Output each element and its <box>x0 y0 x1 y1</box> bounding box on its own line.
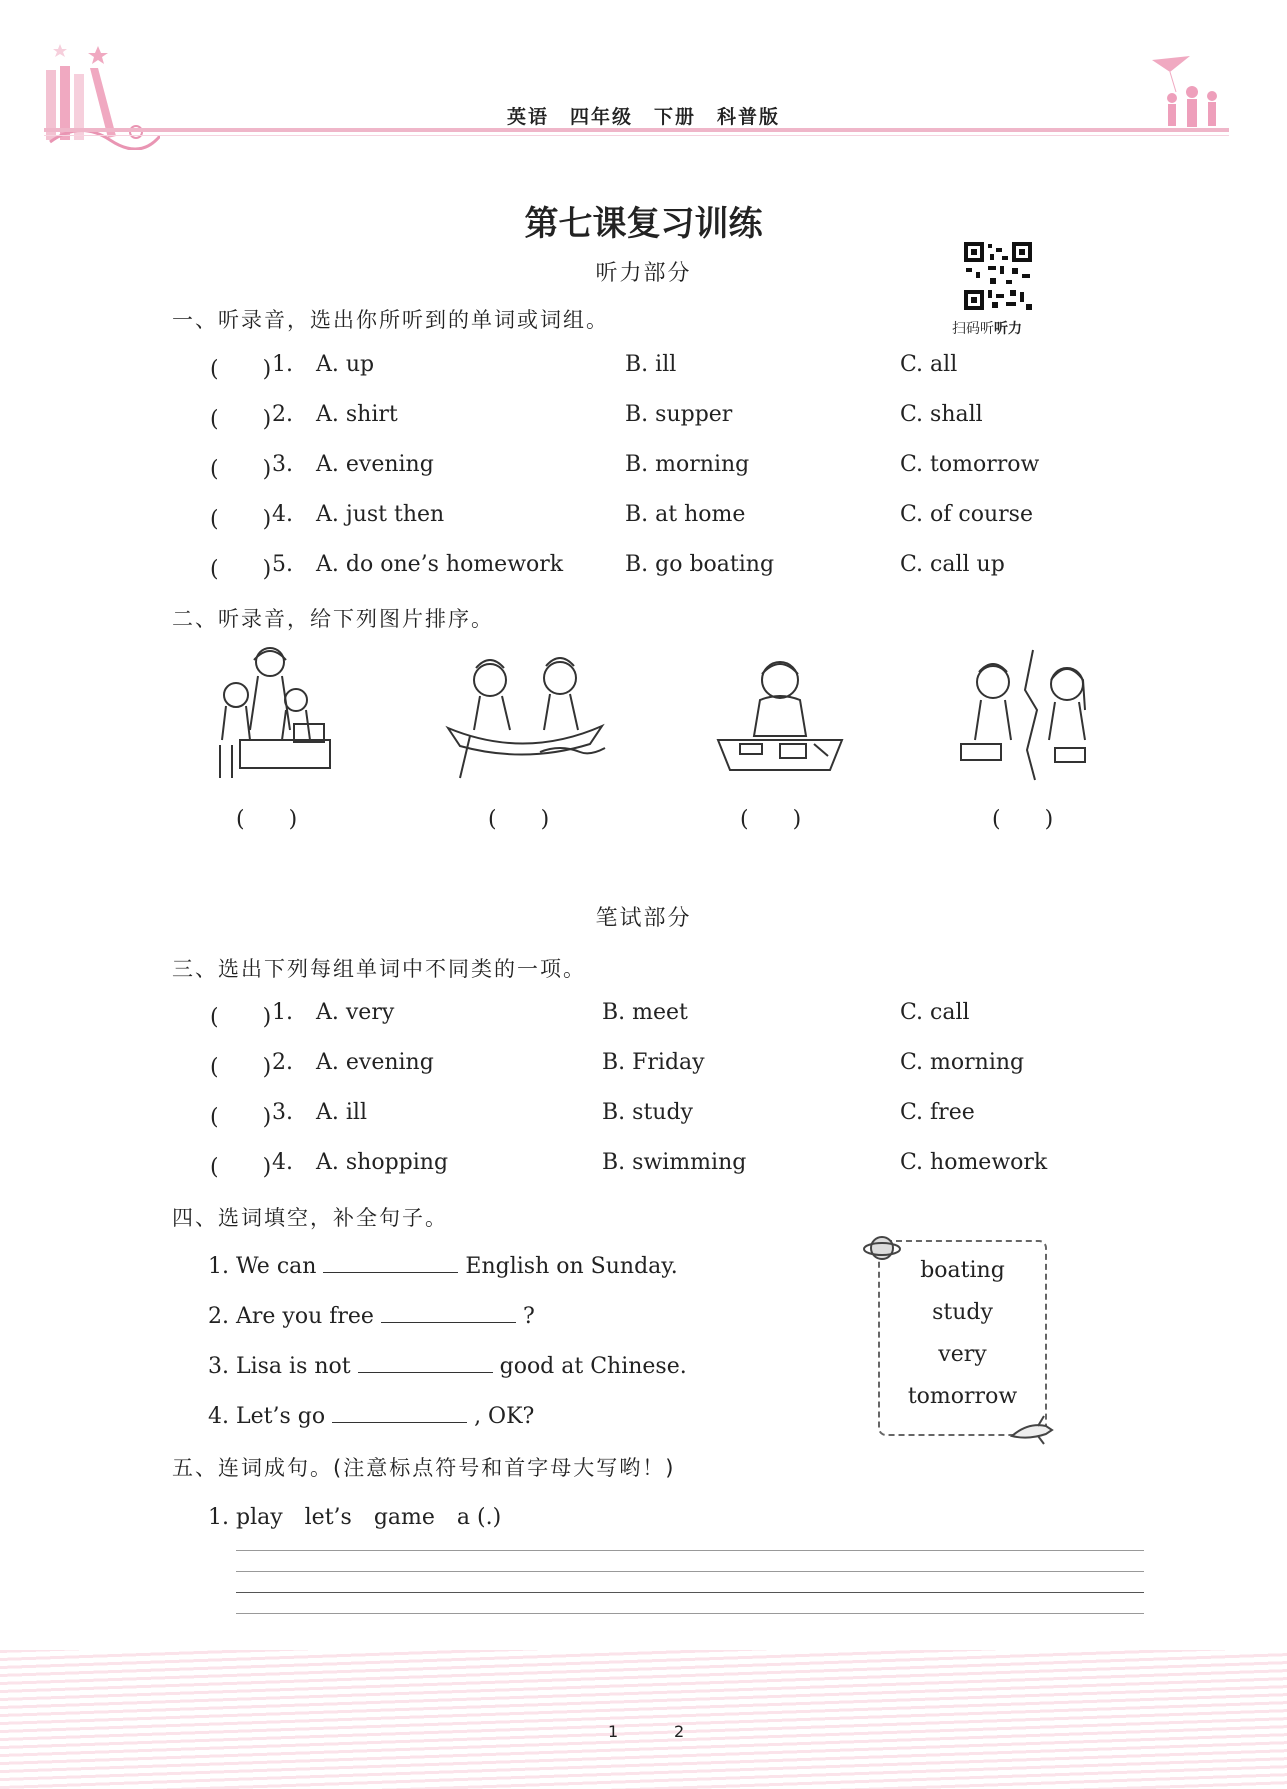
q4-title: 四、选词填空，补全句子。 <box>172 1206 448 1230</box>
sentence-after: good at Chinese. <box>499 1354 687 1379</box>
answer-paren[interactable]: ( ) <box>210 1155 272 1180</box>
word-bank-item: very <box>938 1342 987 1367</box>
header-divider <box>44 128 1229 132</box>
option-c: C. homework <box>900 1150 1048 1175</box>
answer-paren[interactable]: ( ) <box>210 507 272 532</box>
writing-line[interactable] <box>236 1550 1144 1551</box>
fill-blank[interactable] <box>332 1400 467 1423</box>
qr-code-icon[interactable] <box>962 240 1034 312</box>
option-b: B. meet <box>602 1000 688 1025</box>
writing-line[interactable] <box>236 1613 1144 1614</box>
sentence-before: 4. Let’s go <box>208 1404 326 1429</box>
q3-title: 三、选出下列每组单词中不同类的一项。 <box>172 957 586 981</box>
word-bank-item: study <box>932 1300 993 1325</box>
page-number-left: 1 <box>608 1722 619 1741</box>
page-title: 第七课复习训练 <box>524 204 763 244</box>
picture-answer-paren[interactable]: ( ) <box>992 807 1054 832</box>
picture-boating <box>440 640 610 785</box>
option-a: A. shirt <box>316 402 398 427</box>
q1-item <box>0 552 1287 582</box>
item-number: 4. <box>272 1150 293 1175</box>
option-c: C. shall <box>900 402 983 427</box>
sentence-before: 3. Lisa is not <box>208 1354 351 1379</box>
fill-blank[interactable] <box>323 1250 458 1273</box>
header-decoration-left <box>40 40 160 150</box>
item-number: 1. <box>272 352 293 377</box>
written-heading: 笔试部分 <box>595 906 692 931</box>
option-c: C. morning <box>900 1050 1025 1075</box>
item-number: 5. <box>272 552 293 577</box>
picture-phone-call <box>955 640 1105 785</box>
item-number: 3. <box>272 1100 293 1125</box>
sentence-after: ? <box>522 1304 535 1329</box>
sentence-after: English on Sunday. <box>465 1254 678 1279</box>
q3-item <box>0 1100 1287 1130</box>
footer-pattern <box>0 1650 1287 1789</box>
option-c: C. all <box>900 352 958 377</box>
word-bank-item: boating <box>920 1258 1005 1283</box>
qr-label-scan: 扫码听 <box>952 321 994 337</box>
q1-item <box>0 502 1287 532</box>
option-a: A. just then <box>316 502 445 527</box>
picture-answer-paren[interactable]: ( ) <box>236 807 298 832</box>
answer-paren[interactable]: ( ) <box>210 357 272 382</box>
option-c: C. call up <box>900 552 1005 577</box>
answer-paren[interactable]: ( ) <box>210 557 272 582</box>
answer-paren[interactable]: ( ) <box>210 407 272 432</box>
qr-label <box>952 318 1022 338</box>
picture-answer-paren[interactable]: ( ) <box>740 807 802 832</box>
q1-item <box>0 352 1287 382</box>
option-c: C. free <box>900 1100 975 1125</box>
planet-icon <box>862 1228 902 1268</box>
picture-answer-paren[interactable]: ( ) <box>488 807 550 832</box>
sentence-before: 1. We can <box>208 1254 317 1279</box>
fill-sentence <box>208 1400 534 1429</box>
option-b: B. Friday <box>602 1050 705 1075</box>
fill-sentence <box>208 1350 687 1379</box>
option-a: A. ill <box>316 1100 367 1125</box>
option-a: A. up <box>316 352 375 377</box>
option-a: A. do one’s homework <box>316 552 564 577</box>
q3-item <box>0 1150 1287 1180</box>
option-b: B. ill <box>625 352 677 377</box>
option-b: B. morning <box>625 452 750 477</box>
qr-label-listening: 听力 <box>994 321 1022 337</box>
page-number-right: 2 <box>674 1722 685 1741</box>
answer-paren[interactable]: ( ) <box>210 1055 272 1080</box>
option-c: C. tomorrow <box>900 452 1040 477</box>
item-number: 1. <box>272 1000 293 1025</box>
listening-heading: 听力部分 <box>595 261 692 286</box>
answer-paren[interactable]: ( ) <box>210 1105 272 1130</box>
q5-title: 五、连词成句。(注意标点符号和首字母大写哟！) <box>172 1456 676 1480</box>
q1-title: 一、听录音，选出你所听到的单词或词组。 <box>172 308 609 332</box>
picture-boy-at-desk <box>710 640 850 785</box>
answer-paren[interactable]: ( ) <box>210 1005 272 1030</box>
fill-sentence <box>208 1250 678 1279</box>
item-number: 4. <box>272 502 293 527</box>
option-a: A. evening <box>316 452 434 477</box>
sentence-after: , OK? <box>474 1404 535 1429</box>
fill-sentence <box>208 1300 535 1329</box>
option-b: B. study <box>602 1100 693 1125</box>
picture-family-studying <box>210 640 340 785</box>
option-c: C. of course <box>900 502 1033 527</box>
word-bank-item: tomorrow <box>907 1384 1018 1409</box>
option-b: B. supper <box>625 402 733 427</box>
fill-blank[interactable] <box>358 1350 493 1373</box>
word-bank <box>878 1240 1047 1436</box>
option-a: A. shopping <box>316 1150 449 1175</box>
q3-item <box>0 1050 1287 1080</box>
q3-item <box>0 1000 1287 1030</box>
header-divider-thin <box>44 135 1229 136</box>
rocket-icon <box>1008 1412 1056 1448</box>
writing-line[interactable] <box>236 1571 1144 1572</box>
answer-paren[interactable]: ( ) <box>210 457 272 482</box>
option-c: C. call <box>900 1000 970 1025</box>
q2-title: 二、听录音，给下列图片排序。 <box>172 607 494 631</box>
item-number: 2. <box>272 402 293 427</box>
header-title: 英语 四年级 下册 科普版 <box>506 106 780 128</box>
option-b: B. swimming <box>602 1150 747 1175</box>
option-a: A. very <box>316 1000 395 1025</box>
option-b: B. at home <box>625 502 746 527</box>
item-number: 3. <box>272 452 293 477</box>
q1-item <box>0 402 1287 432</box>
option-b: B. go boating <box>625 552 775 577</box>
scrambled-words: 1. play let’s game a (.) <box>208 1505 502 1530</box>
q1-item <box>0 452 1287 482</box>
fill-blank[interactable] <box>381 1300 516 1323</box>
writing-line[interactable] <box>236 1592 1144 1593</box>
option-a: A. evening <box>316 1050 434 1075</box>
sentence-before: 2. Are you free <box>208 1304 374 1329</box>
item-number: 2. <box>272 1050 293 1075</box>
